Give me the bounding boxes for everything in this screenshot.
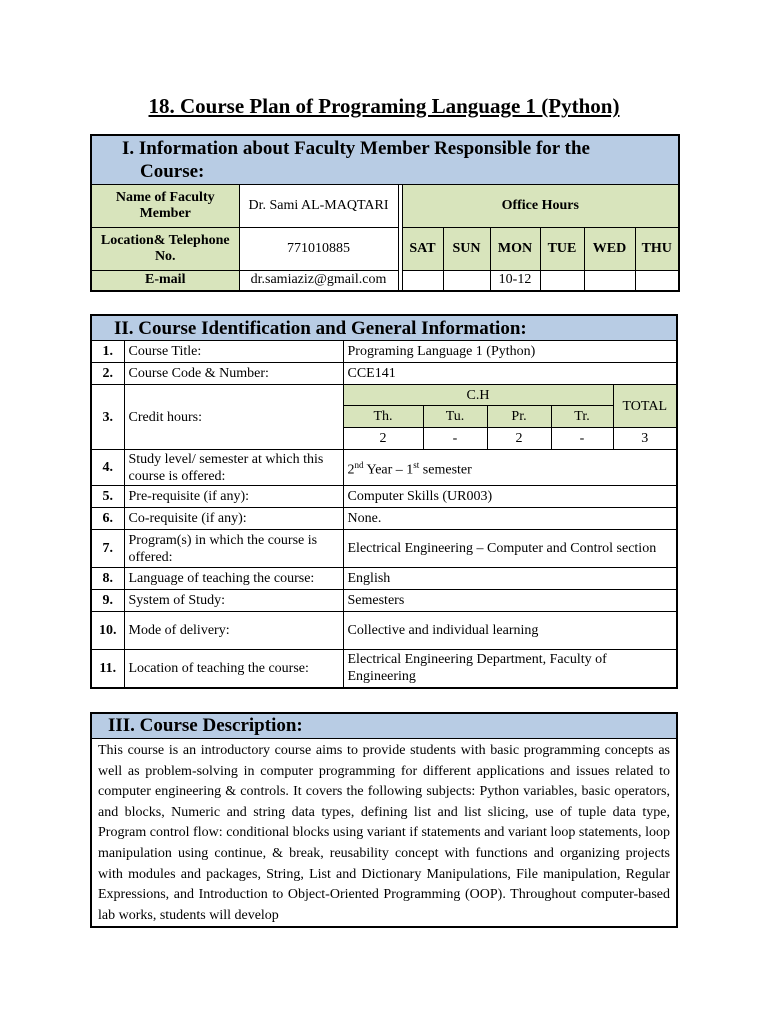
row-number: 5. — [91, 486, 124, 508]
credit-col-theory: Th. — [343, 406, 423, 428]
day-sun: SUN — [443, 227, 490, 270]
row-value: Electrical Engineering Department, Faculty of Engineering — [343, 650, 677, 688]
row-value: CCE141 — [343, 363, 677, 385]
credit-total-value: 3 — [613, 428, 677, 450]
row-number: 6. — [91, 508, 124, 530]
row-number: 11. — [91, 650, 124, 688]
office-hours-label: Office Hours — [402, 184, 679, 227]
credit-tutorial-value: - — [423, 428, 487, 450]
credit-theory-value: 2 — [343, 428, 423, 450]
credit-col-practical: Pr. — [487, 406, 551, 428]
row-value: Programing Language 1 (Python) — [343, 341, 677, 363]
course-description-text: This course is an introductory course aims to provide students with basic programming concepts as well as problem-solving in computer programming for different applications and issues related to computer engineering & controls. It covers the following subjects: Python variables, basic operators, and blocks, Numeric and string data types, defining list and list slicing, use of tuple data type, Program control flow: conditional blocks using variant if statements and variant loop statements, loop manipulation using continue, & break, reusability concept with functions and organizing projects with modules and packages, String, List and Dictionary Manipulations, File manipulation, Regular Expressions, and Introduction to Object-Oriented Programming (OOP). Throughout computer-based lab works, students will develop — [91, 739, 677, 928]
row-value: Semesters — [343, 590, 677, 612]
row-value: Electrical Engineering – Computer and Control section — [343, 530, 677, 568]
row-number: 7. — [91, 530, 124, 568]
course-info-table — [90, 314, 678, 689]
row-label: Course Title: — [124, 341, 343, 363]
day-sat: SAT — [402, 227, 443, 270]
row-label: Location of teaching the course: — [124, 650, 343, 688]
email-value: dr.samiaziz@gmail.com — [239, 270, 398, 291]
location-value: 771010885 — [239, 227, 398, 270]
email-label: E-mail — [91, 270, 239, 291]
faculty-info-table — [90, 134, 680, 292]
row-label: Language of teaching the course: — [124, 568, 343, 590]
row-number: 4. — [91, 450, 124, 486]
row-number: 2. — [91, 363, 124, 385]
day-wed: WED — [584, 227, 635, 270]
location-label: Location& Telephone No. — [91, 227, 239, 270]
study-level-value: 2nd Year – 1st semester — [343, 450, 677, 486]
page-title: 18. Course Plan of Programing Language 1 (Python) — [148, 94, 620, 118]
row-number: 1. — [91, 341, 124, 363]
hours-sun — [443, 270, 490, 291]
row-number: 10. — [91, 612, 124, 650]
day-thu: THU — [635, 227, 679, 270]
section-1-heading: I. Information about Faculty Member Responsible for the Course: — [91, 135, 679, 184]
faculty-name-label: Name of Faculty Member — [91, 184, 239, 227]
row-number: 3. — [91, 385, 124, 450]
credit-training-value: - — [551, 428, 613, 450]
faculty-name-value: Dr. Sami AL-MAQTARI — [239, 184, 398, 227]
hours-wed — [584, 270, 635, 291]
hours-thu — [635, 270, 679, 291]
hours-tue — [540, 270, 584, 291]
day-tue: TUE — [540, 227, 584, 270]
credit-col-training: Tr. — [551, 406, 613, 428]
credit-total-label: TOTAL — [613, 385, 677, 428]
row-label: System of Study: — [124, 590, 343, 612]
row-label: Program(s) in which the course is offered: — [124, 530, 343, 568]
row-value: Collective and individual learning — [343, 612, 677, 650]
row-value: English — [343, 568, 677, 590]
credit-col-tutorial: Tu. — [423, 406, 487, 428]
course-description-table — [90, 712, 678, 928]
row-value: None. — [343, 508, 677, 530]
hours-sat — [402, 270, 443, 291]
credit-practical-value: 2 — [487, 428, 551, 450]
row-label: Pre-requisite (if any): — [124, 486, 343, 508]
row-label: Credit hours: — [124, 385, 343, 450]
row-value: Computer Skills (UR003) — [343, 486, 677, 508]
row-label: Mode of delivery: — [124, 612, 343, 650]
row-label: Course Code & Number: — [124, 363, 343, 385]
section-3-heading: III. Course Description: — [91, 713, 677, 739]
row-label: Co-requisite (if any): — [124, 508, 343, 530]
credit-ch-label: C.H — [343, 385, 613, 406]
row-label: Study level/ semester at which this course is offered: — [124, 450, 343, 486]
row-number: 8. — [91, 568, 124, 590]
row-number: 9. — [91, 590, 124, 612]
hours-mon: 10-12 — [490, 270, 540, 291]
day-mon: MON — [490, 227, 540, 270]
section-2-heading: II. Course Identification and General Information: — [91, 315, 677, 341]
